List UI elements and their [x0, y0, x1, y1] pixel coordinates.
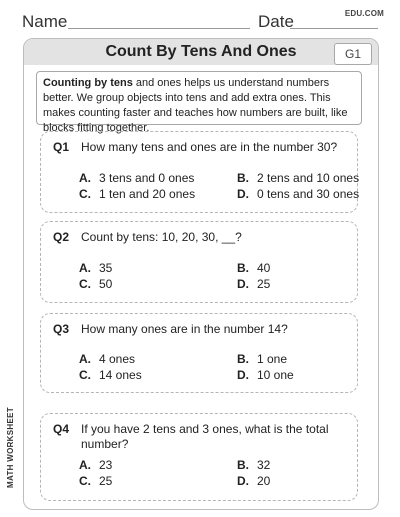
intro-bold-term: Counting by tens — [43, 77, 133, 89]
worksheet-title: Count By Tens And Ones — [105, 43, 297, 60]
grade-badge: G1 — [334, 43, 372, 65]
title-bar — [24, 39, 378, 65]
option-c[interactable]: C. 50 — [79, 277, 113, 291]
question-card — [40, 221, 358, 303]
question-text: How many tens and ones are in the number 30? — [81, 140, 338, 154]
name-label: Name — [22, 12, 68, 31]
question-number: Q1 — [53, 140, 70, 154]
name-line[interactable] — [68, 28, 250, 29]
option-d[interactable]: D. 25 — [237, 277, 271, 291]
question-card — [40, 313, 358, 393]
question-text: If you have 2 tens and 3 ones, what is the total number? — [81, 422, 329, 451]
question-number: Q2 — [53, 230, 70, 244]
date-label: Date — [258, 12, 294, 31]
intro-text: and ones helps us understand numbers better. We group objects into tens and add extra ones. This makes counting faster and teaches how numbers are built, like blocks fitting together. — [43, 77, 348, 134]
worksheet-panel — [23, 38, 379, 510]
option-d[interactable]: D. 20 — [237, 474, 271, 488]
option-b[interactable]: B. 2 tens and 10 ones — [237, 171, 360, 185]
intro-box — [36, 71, 362, 134]
question-card — [40, 131, 358, 213]
option-b[interactable]: B. 1 one — [237, 352, 288, 366]
brand-logo: EDU.COM — [344, 9, 384, 18]
option-a[interactable]: A. 4 ones — [79, 352, 136, 366]
option-a[interactable]: A. 3 tens and 0 ones — [79, 171, 195, 185]
option-d[interactable]: D. 10 one — [237, 368, 294, 382]
question-text: How many ones are in the number 14? — [81, 322, 288, 336]
date-line[interactable] — [290, 28, 378, 29]
option-c[interactable]: C. 25 — [79, 474, 113, 488]
option-a[interactable]: A. 35 — [79, 261, 113, 275]
option-a[interactable]: A. 23 — [79, 458, 113, 472]
question-number: Q4 — [53, 422, 70, 436]
option-d[interactable]: D. 0 tens and 30 ones — [237, 187, 360, 201]
question-number: Q3 — [53, 322, 70, 336]
option-c[interactable]: C. 1 ten and 20 ones — [79, 187, 196, 201]
option-b[interactable]: B. 32 — [237, 458, 271, 472]
option-b[interactable]: B. 40 — [237, 261, 271, 275]
side-label: MATH WORKSHEET — [6, 407, 15, 488]
question-text: Count by tens: 10, 20, 30, __? — [81, 230, 242, 244]
option-c[interactable]: C. 14 ones — [79, 368, 142, 382]
question-card — [40, 413, 358, 501]
